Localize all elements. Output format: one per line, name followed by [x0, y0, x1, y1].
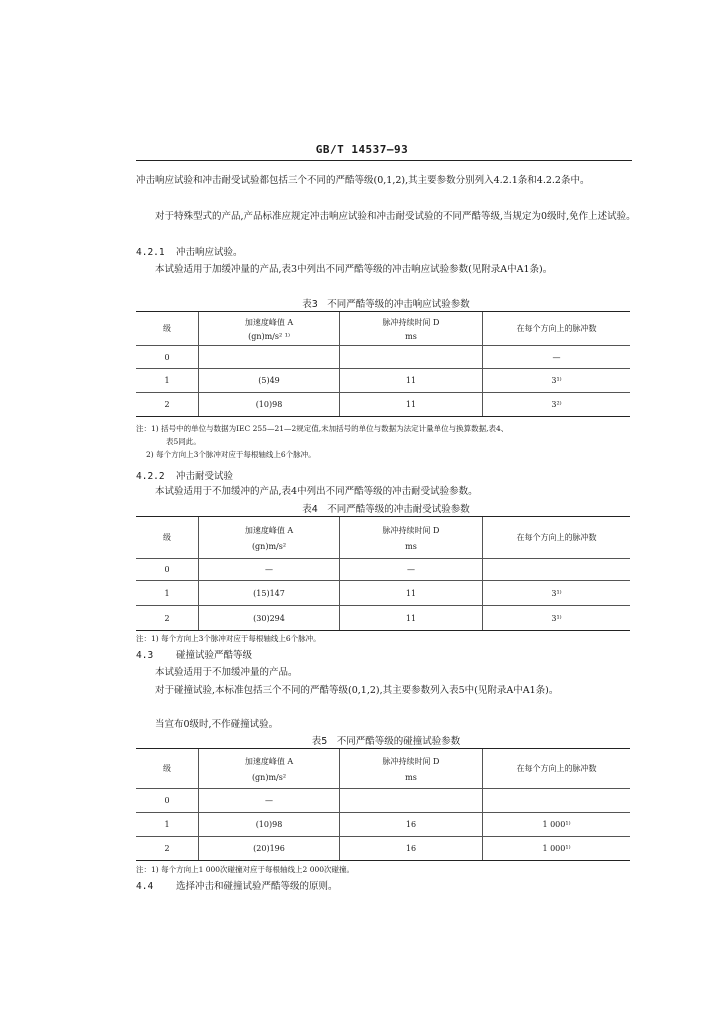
section-4-2-2-heading — [136, 468, 636, 482]
section-title: 冲击响应试验。 — [176, 247, 243, 258]
table-header-cell: 级 — [136, 312, 199, 346]
intro-paragraph-2: 对于特殊型式的产品,产品标准应规定冲击响应试验和冲击耐受试验的不同严酷等级,当规定为0级时,免作上述试验。 — [155, 211, 636, 222]
section-4-3-paragraph-3: 当宣布0级时,不作碰撞试验。 — [155, 719, 279, 730]
table-row: 1 (10)98 16 1 000¹⁾ — [136, 813, 630, 837]
section-4-2-1-paragraph: 本试验适用于加缓冲量的产品,表3中列出不同严酷等级的冲击响应试验参数(见附录A中A1条)。 — [155, 264, 553, 275]
note-line: 表5同此。 — [166, 437, 201, 446]
table-header-cell: 在每个方向上的脉冲数 — [483, 749, 631, 789]
table-3-caption: 表3 不同严酷等级的冲击响应试验参数 — [302, 299, 470, 310]
table-row: 2 (20)196 16 1 000¹⁾ — [136, 837, 630, 861]
section-title: 碰撞试验严酷等级 — [176, 650, 253, 661]
table-5-caption: 表5 不同严酷等级的碰撞试验参数 — [311, 736, 461, 747]
section-number: 4.4 — [136, 881, 154, 892]
section-4-3-paragraph-2: 对于碰撞试验,本标准包括三个不同的严酷等级(0,1,2),其主要参数列入表5中(见附录A中A1条)。 — [155, 685, 559, 696]
table-3-note — [136, 422, 636, 461]
table-4-note: 注：1) 每个方向上3个脉冲对应于每根轴线上6个脉冲。 — [136, 634, 321, 643]
table-header-cell: 级 — [136, 517, 199, 559]
section-number: 4.2.1 — [136, 247, 165, 258]
section-number: 4.2.2 — [136, 471, 165, 482]
table-header-cell: 加速度峰值 A (gn)m/s² — [199, 517, 340, 559]
table-4 — [136, 516, 630, 631]
table-5-note: 注：1) 每个方向上1 000次碰撞对应于每根轴线上2 000次碰撞。 — [136, 865, 355, 874]
table-header-cell: 脉冲持续时间 D ms — [340, 312, 483, 346]
section-number: 4.3 — [136, 650, 154, 661]
note-line: 2) 每个方向上3个脉冲对应于每根轴线上6个脉冲。 — [146, 450, 316, 459]
table-header-cell: 脉冲持续时间 D ms — [340, 749, 483, 789]
section-title: 选择冲击和碰撞试验严酷等级的原则。 — [176, 881, 338, 892]
section-4-3-paragraph-1: 本试验适用于不加缓冲量的产品。 — [155, 667, 298, 678]
table-3 — [136, 311, 630, 417]
table-5 — [136, 748, 630, 861]
table-4-caption: 表4 不同严酷等级的冲击耐受试验参数 — [302, 504, 470, 515]
table-row: 0 — — — [136, 559, 630, 581]
table-row: 2 (10)98 11 3²⁾ — [136, 393, 630, 417]
table-row: 2 (30)294 11 3¹⁾ — [136, 606, 630, 631]
table-header-cell: 加速度峰值 A (gn)m/s² ¹⁾ — [199, 312, 340, 346]
table-header-cell: 级 — [136, 749, 199, 789]
table-header-cell: 在每个方向上的脉冲数 — [483, 517, 631, 559]
table-row: 1 (15)147 11 3¹⁾ — [136, 581, 630, 606]
table-header-cell: 加速度峰值 A (gn)m/s² — [199, 749, 340, 789]
table-row: 1 (5)49 11 3¹⁾ — [136, 369, 630, 393]
section-4-2-1-heading — [136, 244, 636, 258]
table-header-cell: 脉冲持续时间 D ms — [340, 517, 483, 559]
section-title: 冲击耐受试验 — [176, 471, 234, 482]
section-4-2-2-paragraph: 本试验适用于不加缓冲的产品,表4中列出不同严酷等级的冲击耐受试验参数。 — [155, 486, 478, 497]
table-row: 0 — — [136, 346, 630, 369]
intro-paragraph-1: 冲击响应试验和冲击耐受试验都包括三个不同的严酷等级(0,1,2),其主要参数分别列入4.2.1条和4.2.2条中。 — [136, 175, 590, 186]
table-row: 0 — — [136, 789, 630, 813]
document-code: GB/T 14537—93 — [315, 143, 409, 156]
table-header-cell: 在每个方向上的脉冲数 — [483, 312, 631, 346]
header-rule — [136, 160, 632, 161]
section-4-3-heading — [136, 647, 636, 661]
section-4-4-heading — [136, 878, 636, 892]
note-line: 注：1) 括号中的单位与数据为IEC 255—21—2规定值,未加括号的单位与数据为法定计量单位与换算数据,表4、 — [136, 424, 509, 433]
